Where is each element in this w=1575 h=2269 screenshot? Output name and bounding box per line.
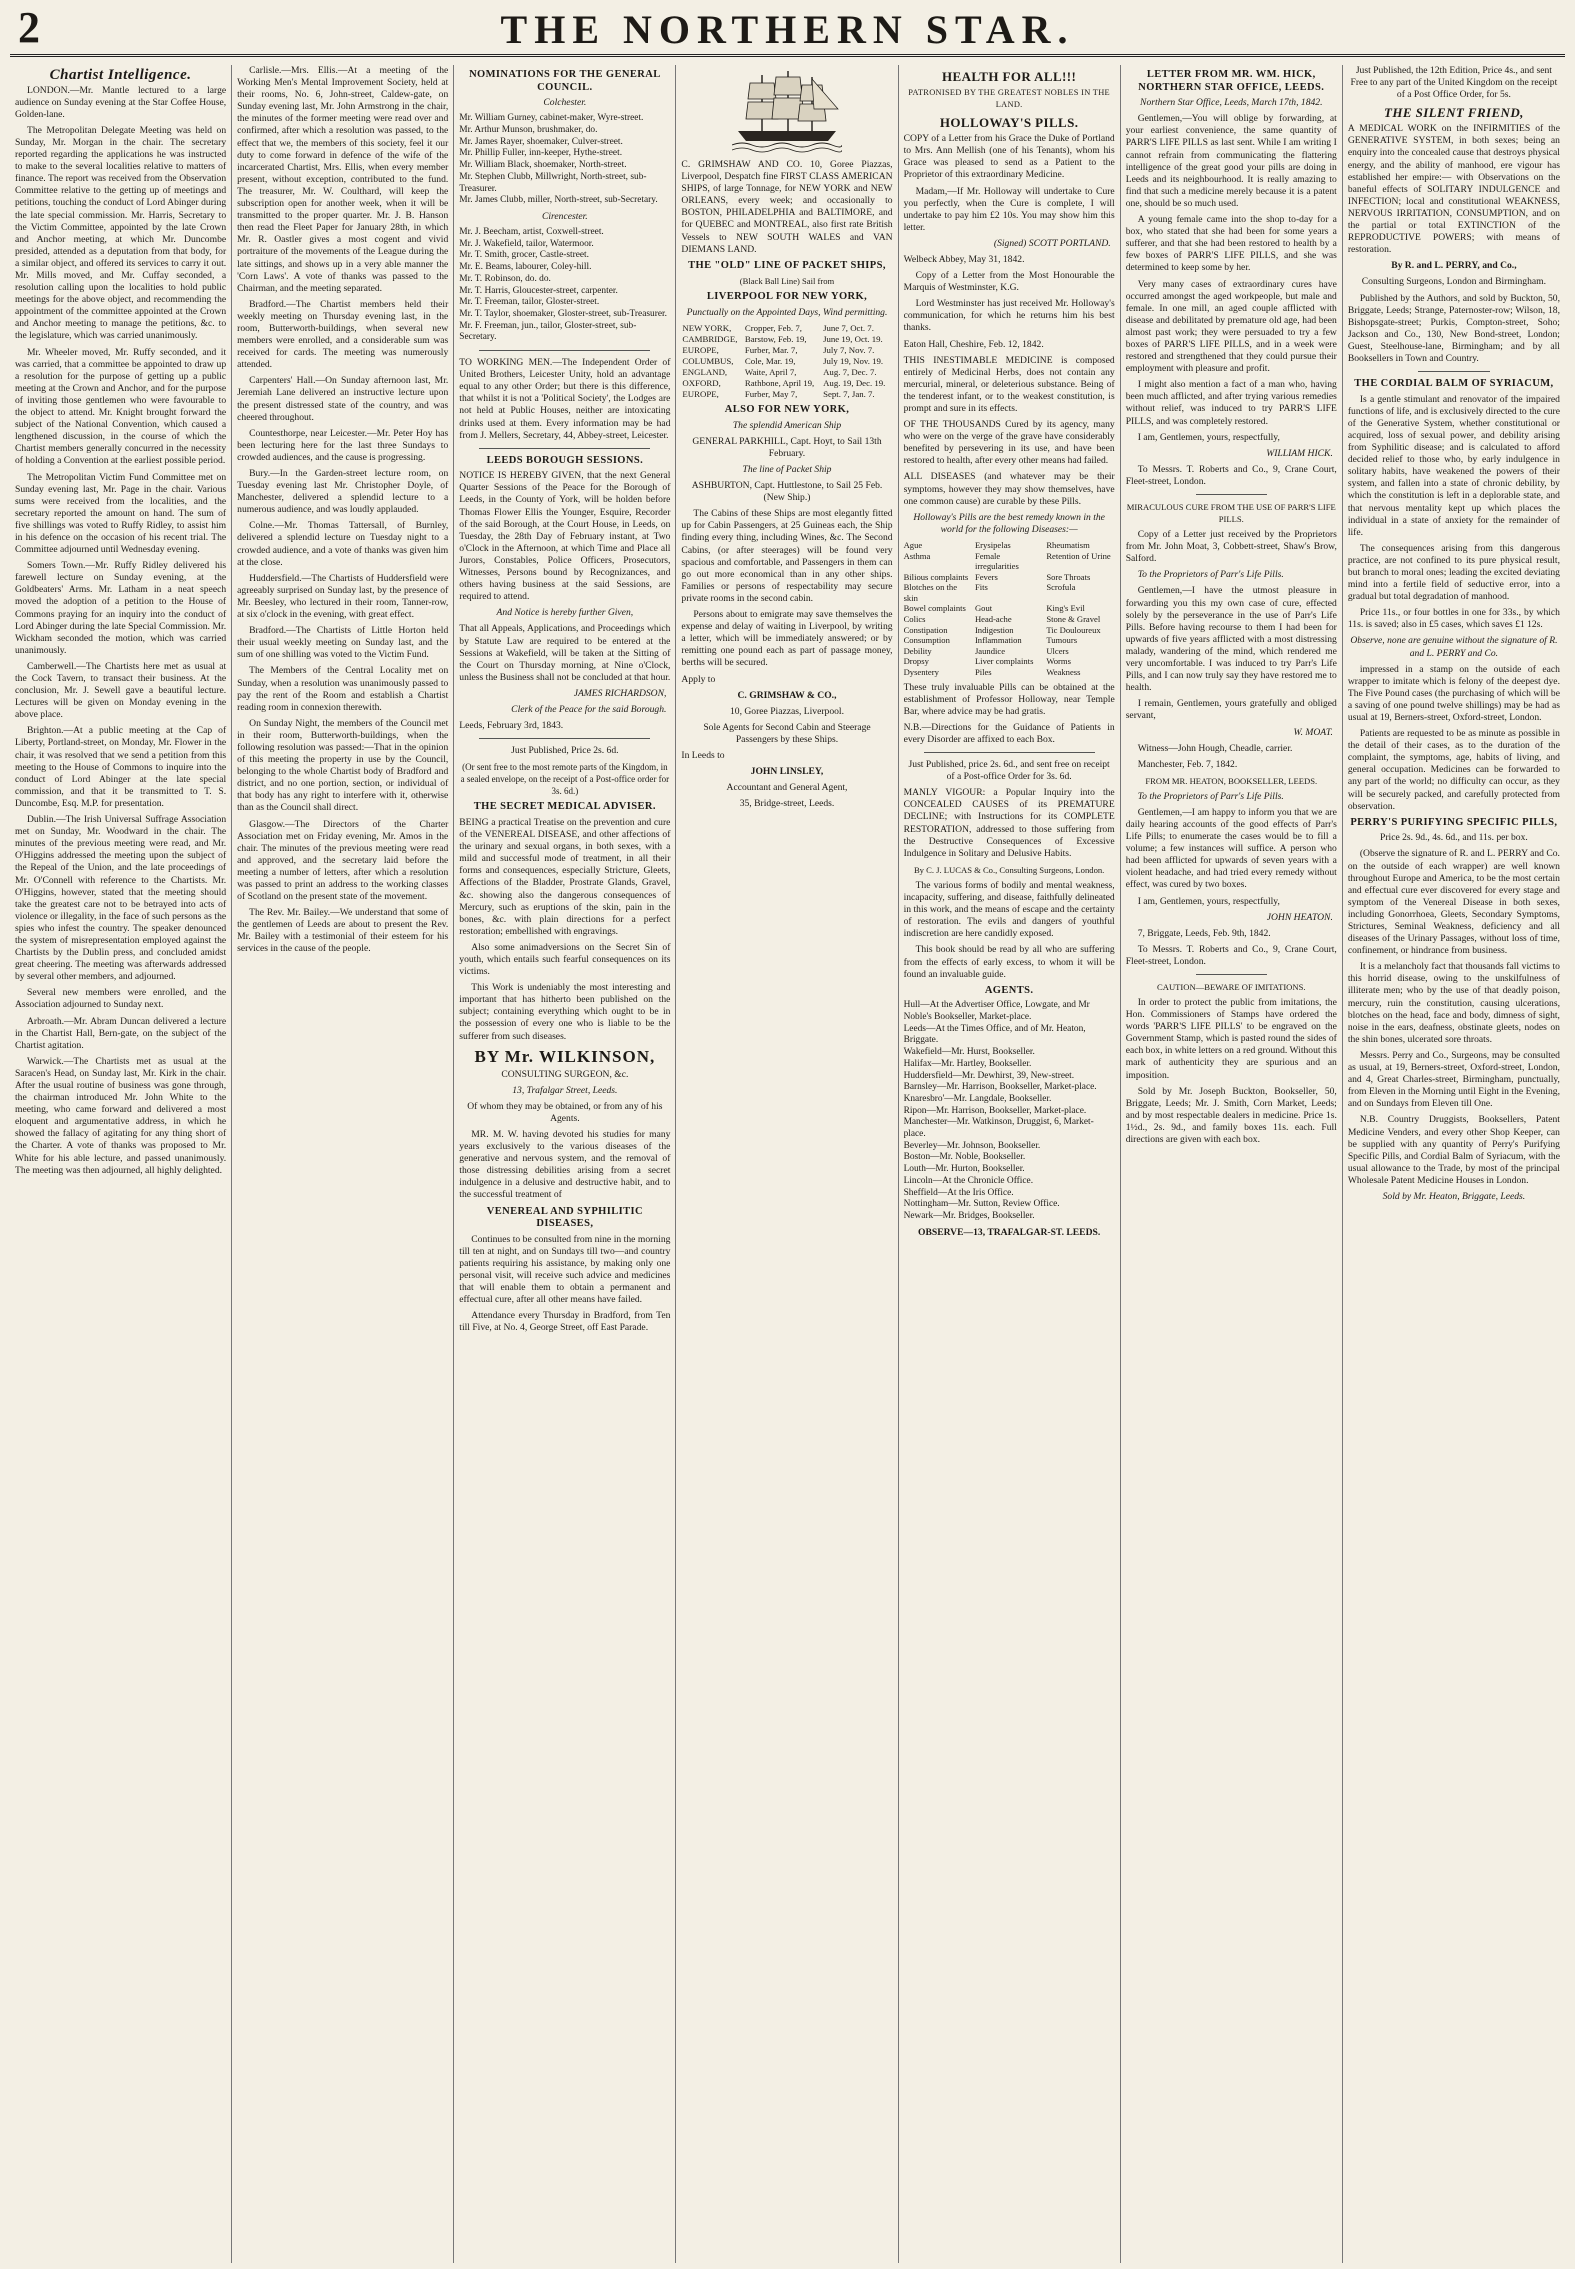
disorder-item: Sore Throats bbox=[1046, 571, 1091, 582]
hick-regards: I am, Gentlemen, yours, respectfully, bbox=[1137, 431, 1280, 443]
news-paragraph: Dublin.—The Irish Universal Suffrage Association met on Sunday, Mr. Woodward in the chair. The minutes of the previous meeting were read, and Mr. O'Higgins addressed the meeting upon the subject of the Repeal of the Union, and the late proceedings of Mr. O'Connell with reference to the Chartists. Mr. O'Higgins, however, stated that the meeting should take the greatest care not to be betrayed into acts of violence or illegality, in the face of such persons as the spies who infest the country. The speaker denounced the system of misrepresentation employed against the Chartists by the Dublin press, and concluded amidst great cheering. The meeting was afterwards addressed by several other members, and adjourned. bbox=[15, 814, 227, 983]
divider bbox=[479, 350, 650, 351]
agent-entry: Sheffield—At the Iris Office. bbox=[903, 1187, 1014, 1198]
disorder-item: Head-ache bbox=[974, 614, 1012, 625]
divider bbox=[1196, 494, 1267, 495]
sailing-cell: EUROPE, bbox=[682, 389, 719, 400]
sailing-ship-illustration bbox=[732, 69, 842, 155]
disorder-item: Dysentery bbox=[903, 667, 939, 678]
moat-signature: W. MOAT. bbox=[1293, 726, 1333, 738]
disorder-item: Ague bbox=[903, 539, 923, 550]
news-paragraph: Carpenters' Hall.—On Sunday afternoon last, Mr. Jeremiah Lane delivered an instructive lecture upon the present distressed state of the country, and was cheered throughout. bbox=[237, 375, 449, 423]
disorder-item: Bowel complaints bbox=[903, 603, 966, 614]
thousands-cured: OF THE THOUSANDS Cured by its agency, many who were on the verge of the grave have considerably benefited by persevering in its use, and have been restored to health, after every other means had failed. bbox=[903, 419, 1115, 467]
agent-entry: Barnsley—Mr. Harrison, Bookseller, Market-place. bbox=[903, 1082, 1097, 1093]
sailing-row bbox=[681, 367, 892, 378]
disorder-item: Blotches on the skin bbox=[903, 582, 958, 603]
news-paragraph: Warwick.—The Chartists met as usual at the Saracen's Head, on Sunday last, Mr. Kirk in the chair. After the usual routine of business was gone through, the chairman introduced Mr. John White to the meeting, who came forward and delivered a most eloquent and argumentative address, in which he showed the fallacy of agitating for any thing short of the Charter. A vote of thanks was proposed to Mr. White for his able lecture, and passed unanimously. The meeting was then adjourned, all highly delighted. bbox=[15, 1055, 227, 1176]
news-paragraph: The Rev. Mr. Bailey.—We understand that some of the gentlemen of Leeds are about to present the Rev. Mr. Bailey with a testimonial of their esteem for his services in the cause of the people. bbox=[237, 907, 449, 955]
sailing-cell: July 19, Nov. 19. bbox=[823, 356, 884, 367]
duke-letter-intro: COPY of a Letter from his Grace the Duke of Portland to Mrs. Ann Mellish (one of his Tenants), whom his Grace was pleased to send as a Patient to the Proprietor of this extraordinary Medicine. bbox=[903, 133, 1115, 181]
column-2 bbox=[232, 65, 454, 2263]
news-paragraph: LONDON.—Mr. Mantle lectured to a large audience on Sunday evening at the Star Coffee House, Golden-lane. bbox=[15, 84, 227, 120]
sailing-cell: Furber, Mar. 7, bbox=[744, 345, 798, 356]
agent-name: C. GRIMSHAW & CO., bbox=[737, 689, 837, 701]
author-name: BY Mr. WILKINSON, bbox=[474, 1046, 656, 1066]
disorder-item: Rheumatism bbox=[1046, 539, 1090, 550]
disorder-item: Stone & Gravel bbox=[1046, 614, 1101, 625]
agent-entry: Boston—Mr. Noble, Bookseller. bbox=[903, 1152, 1026, 1163]
ship-1: GENERAL PARKHILL, Capt. Hoyt, to Sail 13th February. bbox=[692, 435, 882, 459]
agent-entry: Knaresbro'—Mr. Langdale, Bookseller. bbox=[903, 1093, 1052, 1104]
leeds-agent-name: JOHN LINSLEY, bbox=[750, 766, 824, 778]
news-paragraph: On Sunday Night, the members of the Council met in their room, Butterworth-buildings, when the following resolution was passed:—That in the opinion of this meeting the property in use by the Council, belonging to the whole Chartist body of Bradford and district, and no one portion, section, or individual of that body has any right to interfere with it, otherwise than as the Council shall direct. bbox=[237, 717, 449, 814]
also-line: ALSO FOR NEW YORK, bbox=[724, 404, 850, 416]
shipping-agent-text: C. GRIMSHAW AND CO. 10, Goree Piazzas, Liverpool, Despatch fine FIRST CLASS AMERICAN SHIPS, of large Tonnage, for NEW YORK and NEW ORLEANS, every week; and occasionally to BOSTON, PHILADELPHIA and BALTIMORE, and for QUEBEC and MONTREAL, also first rate British Vessels to NEW SOUTH WALES and VAN DIEMANS LAND. bbox=[681, 159, 893, 255]
packet-text: The Cabins of these Ships are most elegantly fitted up for Cabin Passengers, at 25 Guineas each, the Ship finding every thing, including Wines, &c. The Second Cabins, (or after steerages) will be found very spacious and comfortable, and Passengers in them can go out more economical than in any other ships. Families or persons of respectability may secure private rooms in the second cabin. bbox=[681, 508, 893, 604]
apply-to: Apply to bbox=[681, 673, 716, 685]
marquis-letter-body: Lord Westminster has just received Mr. Holloway's communication, for which he returns him his best thanks. bbox=[903, 298, 1115, 334]
sailing-cell: Rathbone, April 19, bbox=[744, 378, 815, 389]
friend-authors: By R. and L. PERRY, and Co., bbox=[1391, 260, 1517, 272]
sailing-row bbox=[681, 334, 892, 345]
disorder-item: Worms bbox=[1046, 656, 1071, 667]
disorder-item: Constipation bbox=[903, 624, 948, 635]
adviser-text: BEING a practical Treatise on the prevention and cure of the VENEREAL DISEASE, and other affections of the urinary and sexual organs, in both sexes, with a mild and successful mode of treatment, in all their forms and consequences, especially Stricture, Gleets, Affections of the Bladder, Prostrate Glands, Gravel, &c. showing also the dangerous consequences of Mercury, such as eruptions of the skin, pain in the bones, &c. with plain directions for a perfect restoration; embellished with engravings. bbox=[459, 816, 671, 937]
sessions-notice: NOTICE IS HEREBY GIVEN, that the next General Quarter Sessions of the Peace for the Borough of Leeds, in the County of York, will be holden before Thomas Flower Ellis the Younger, Esquire, Recorder of the said Borough, at the Court House, in Leeds, on Tuesday, the 28th Day of February instant, at Two o'Clock in the Afternoon, at which Time and Place all Jurors, Constables, Police Officers, Prosecutors, Witnesses, Persons bound by Recognizances, and others having business at the said Sessions, are required to attend. bbox=[459, 470, 671, 603]
agent-entry: Ripon—Mr. Harrison, Bookseller, Market-place. bbox=[903, 1105, 1087, 1116]
nominee-entry: Mr. William Gurney, cabinet-maker, Wyre-street. bbox=[459, 113, 644, 124]
news-paragraph: Somers Town.—Mr. Ruffy Ridley delivered his farewell lecture on Sunday evening, at the Goldbeaters' Arms. Mr. Latham in a neat speech moved the adoption of a petition to the House of Commons praying for an inquiry into the conduct of Lord Abinger during the late Special Commission. Mr. Wickham seconded the motion, which was carried unanimously. bbox=[15, 560, 227, 656]
health-heading: HEALTH FOR ALL!!! bbox=[942, 69, 1077, 84]
heaton-regards: I am, Gentlemen, yours, respectfully, bbox=[1137, 895, 1280, 907]
nominee-entry: Mr. Arthur Munson, brushmaker, do. bbox=[459, 124, 598, 135]
newspaper-title: THE NORTHERN STAR. bbox=[500, 7, 1075, 52]
manly-price: Just Published, price 2s. 6d., and sent free on receipt of a Post-office Order for 3s. 6d. bbox=[908, 759, 1110, 783]
hick-signature: WILLIAM HICK. bbox=[1266, 447, 1333, 459]
agent-entry: Louth—Mr. Hurton, Bookseller. bbox=[903, 1164, 1025, 1175]
sessions-signature: JAMES RICHARDSON, bbox=[573, 687, 667, 699]
moat-intro: Copy of a Letter just received by the Proprietors from Mr. John Moat, 3, Cobbett-street, Shaw's Brow, Salford. bbox=[1125, 529, 1337, 565]
sailing-cell: June 19, Oct. 19. bbox=[823, 334, 883, 345]
leeds-agent-title: Accountant and General Agent, bbox=[726, 782, 848, 794]
disorder-item: Fits bbox=[974, 582, 988, 593]
disorder-item: Jaundice bbox=[974, 645, 1006, 656]
manly-text-2: This book should be read by all who are suffering from the effects of early excess, to whom it will be found an invaluable guide. bbox=[903, 944, 1115, 980]
agent-entry: Wakefield—Mr. Hurst, Bookseller. bbox=[903, 1047, 1035, 1058]
sailing-cell: Aug. 19, Dec. 19. bbox=[823, 378, 886, 389]
masthead bbox=[10, 3, 1565, 57]
news-paragraph: Several new members were enrolled, and the Association adjourned to Sunday next. bbox=[15, 987, 227, 1011]
nominee-entry: Mr. T. Taylor, shoemaker, Gloster-street, sub-Treasurer. bbox=[459, 308, 667, 319]
column-1 bbox=[10, 65, 232, 2263]
sessions-notice-2: That all Appeals, Applications, and Proceedings which by Statute Law are required to be entered at the Sessions at Wakefield, will be taken at the Sitting of the Court on Thursday morning, at Nine o'Clock, unless the Business shall not be concluded at that hour. bbox=[459, 623, 671, 683]
sold-at: These truly invaluable Pills can be obtained at the establishment of Professor Holloway, near Temple Bar, where advice may be had gratis. bbox=[903, 681, 1115, 717]
sold-by: Sold by Mr. Heaton, Briggate, Leeds. bbox=[1382, 1190, 1526, 1202]
chartist-reports bbox=[15, 85, 226, 1177]
agent-entry: Newark—Mr. Bridges, Bookseller. bbox=[903, 1210, 1035, 1221]
sailing-cell: Barstow, Feb. 19, bbox=[744, 334, 807, 345]
packet-text-2: Persons about to emigrate may save themselves the expense and delay of waiting in Liverpool, by writing a letter, which will be immediately answered; or by remitting one pound each as part of passage money, berths will be secured. bbox=[681, 609, 893, 669]
hick-letter-4: I might also mention a fact of a man who, having been much afflicted, and after trying various remedies without relief, was induced to try PARR'S LIFE PILLS, and was completely restored. bbox=[1125, 379, 1337, 427]
disorder-item: Dropsy bbox=[903, 656, 929, 667]
agent-entry: Hull—At the Advertiser Office, Lowgate, and Mr Noble's Bookseller, Market-place. bbox=[903, 1000, 1090, 1022]
disorder-item: Indigestion bbox=[974, 624, 1014, 635]
friend-price: Just Published, the 12th Edition, Price 4s., and sent Free to any part of the United Kingdom on the receipt of a Post Office Order, for 5s. bbox=[1350, 65, 1558, 101]
agent-entry: Beverley—Mr. Johnson, Bookseller. bbox=[903, 1140, 1041, 1151]
disorder-item: Consumption bbox=[903, 635, 950, 646]
agent-address: 10, Goree Piazzas, Liverpool. bbox=[729, 705, 844, 717]
heaton-signature: JOHN HEATON. bbox=[1266, 911, 1333, 923]
manly-heading: MANLY VIGOUR: a Popular Inquiry into the CONCEALED CAUSES of its PREMATURE DECLINE; with Instructions for its COMPLETE RESTORATION, addressed to those suffering from the Destructive Consequences of Excessive Indulgence in Solitary and Delusive Habits. bbox=[903, 787, 1115, 859]
sailing-cell: CAMBRIDGE, bbox=[682, 334, 738, 345]
hick-letter-3: Very many cases of extraordinary cures have occurred amongst the aged workpeople, but male and female. In one mill, an aged couple afflicted with disease and debilitated by premature old age, had been almost past work; they were persuaded to try a few boxes of PARR'S LIFE PILLS, and in a week were restored and strengthened that they could pursue their employment with pleasure and profit. bbox=[1125, 278, 1337, 375]
nominee-entry: Mr. J. Wakefield, tailor, Watermoor. bbox=[459, 238, 594, 249]
packet-line-label: The line of Packet Ship bbox=[742, 464, 832, 475]
specific-heading: PERRY'S PURIFYING SPECIFIC PILLS, bbox=[1350, 816, 1558, 828]
friend-heading: THE SILENT FRIEND, bbox=[1384, 105, 1524, 121]
moat-witness: Witness—John Hough, Cheadle, carrier. bbox=[1137, 742, 1293, 754]
stamp-text: impressed in a stamp on the outside of each wrapper to imitate which is felony of the deepest dye. The Five Pound cases (the purchasing of which will be a saving of one pound twelve shillings) may be had as usual at 19, Berners-street, Oxford-street, London. bbox=[1347, 663, 1560, 723]
sailing-cell: Cropper, Feb. 7, bbox=[744, 323, 802, 334]
sessions-note: And Notice is hereby further Given, bbox=[496, 607, 634, 619]
sailing-row bbox=[681, 389, 892, 400]
news-paragraph: Bury.—In the Garden-street lecture room, on Tuesday evening last Mr. Christopher Doyle, of Manchester, delivered a splendid lecture to a numerous audience, and was loudly applauded. bbox=[237, 468, 449, 516]
heaton-heading: FROM MR. HEATON, BOOKSELLER, LEEDS. bbox=[1145, 775, 1318, 786]
disorder-item: King's Evil bbox=[1046, 603, 1085, 614]
hick-letter-2: A young female came into the shop to-day for a box, who stated that she had been for some years a sufferer, and that she had been restored to health by a few boxes of PARR'S LIFE PILLS, and she was determined to keep some by her. bbox=[1125, 214, 1337, 274]
disorder-item: Asthma bbox=[903, 550, 931, 561]
disorder-item: Ulcers bbox=[1046, 645, 1069, 656]
nominee-entry: Mr. T. Harris, Gloucester-street, carpenter. bbox=[459, 285, 618, 296]
sailings-table bbox=[681, 323, 892, 400]
sailing-cell: June 7, Oct. 7. bbox=[823, 323, 874, 334]
sold-by: Sold by Mr. Joseph Buckton, Bookseller, 50, Briggate, Leeds; Mr. J. Smith, Corn Market, Leeds; and by most respectable dealers in medicine. Price 1s. 1½d., 2s. 9d., and family boxes 11s. each. Full directions are given with each box. bbox=[1125, 1085, 1337, 1146]
agent-entry: Lincoln—At the Chronicle Office. bbox=[903, 1175, 1034, 1186]
medicine-description: THIS INESTIMABLE MEDICINE is composed entirely of Medicinal Herbs, does not contain any mercurial, mineral, or deleterious substance. Being of the tenderest infant, or to the weakest constitution, is prompt and sure in its effects. bbox=[903, 354, 1115, 414]
hick-letter: Gentlemen,—You will oblige by forwarding, at your earliest convenience, the same quantity of PARR'S LIFE PILLS as last sent. While I am writing I cannot refrain from communicating the flattering intelligence of the great good your pills are doing in Leeds and its neighbourhood. It is really amazing to find that such a medicine merely because it is a patent one, should be so much used. bbox=[1125, 113, 1337, 209]
moat-addressee: To the Proprietors of Parr's Life Pills. bbox=[1137, 569, 1284, 581]
moat-letter: Gentlemen,—I have the utmost pleasure in forwarding you this my own case of cure, effected solely by the perseverance in the use of Parr's Life Pills. Before having recourse to them I had been for upwards of five years afflicted with a most distressing malady, wandering of the mind, which rendered me very uncomfortable. I was induced to try Parr's Life Pills, and I can now truly say they have restored me to health. bbox=[1125, 585, 1337, 694]
cirencester-nominees bbox=[459, 227, 670, 344]
duke-letter-place: Welbeck Abbey, May 31, 1842. bbox=[903, 253, 1025, 265]
agents-list bbox=[904, 1000, 1115, 1222]
directions-note: N.B.—Directions for the Guidance of Patients in every Disorder are affixed to each Box. bbox=[903, 721, 1115, 745]
consult-text: Messrs. Perry and Co., Surgeons, may be consulted as usual, at 19, Berners-street, Oxford-street, London, and 4, Great Charles-street, Birmingham, punctually, from Eleven in the Morning until Eight in the Evening, and on Sundays from Eleven till One. bbox=[1347, 1049, 1560, 1110]
manly-text: The various forms of bodily and mental weakness, incapacity, suffering, and disease, faithfully delineated in this work, and the means of escape and the certainty of restoration. The evils and dangers of youthful indiscretion are here candidly exposed. bbox=[903, 879, 1115, 940]
sailing-cell: ENGLAND, bbox=[682, 367, 728, 378]
news-paragraph: Countesthorpe, near Leicester.—Mr. Peter Hoy has been lecturing here for the last three Sundays to crowded audiences, and the cause is progressing. bbox=[237, 427, 449, 463]
agent-entry: Huddersfield—Mr. Dewhirst, 39, New-street. bbox=[903, 1070, 1075, 1081]
author-address: 13, Trafalgar Street, Leeds. bbox=[512, 1084, 618, 1096]
sailing-cell: COLUMBUS, bbox=[682, 356, 734, 367]
nominee-entry: Mr. T. Robinson, do. do. bbox=[459, 273, 551, 284]
packet-heading: THE "OLD" LINE OF PACKET SHIPS, bbox=[688, 259, 886, 271]
friend-text-2: Published by the Authors, and sold by Buckton, 50, Briggate, Leeds; Strange, Paternoster-row; Wilson, 18, Bishopsgate-street; Purkis, Compton-street, Soho; Jackson and Co., 130, New Bond-street, London; Guest, Steelhouse-lane, Birmingham; and by all Booksellers in Town and Country. bbox=[1347, 292, 1560, 364]
agent-entry: Nottingham—Mr. Sutton, Review Office. bbox=[903, 1199, 1060, 1210]
moat-date: Manchester, Feb. 7, 1842. bbox=[1137, 758, 1238, 770]
disorder-item: Debility bbox=[903, 645, 932, 656]
sailing-cell: Cole, Mar. 19, bbox=[744, 356, 796, 367]
news-paragraph: Mr. Wheeler moved, Mr. Ruffy seconded, and it was carried, that a committee be appointed to draw up a resolution for the purpose of getting up a public meeting at the Crown and Anchor, and for the purpose of inviting those gentlemen who were favourable to the object to attend. Mr. Knight brought forward the subject of the National Convention, which caused a lengthened discussion, in the course of which the Chartist members generally concurred in the necessity of holding a Convention at the earliest possible period. bbox=[15, 346, 227, 467]
chartist-reports-continued bbox=[237, 65, 448, 956]
sailing-cell: Furber, May 7, bbox=[744, 389, 798, 400]
all-diseases: ALL DISEASES (and whatever may be their symptoms, however they may show themselves, have one common cause) are curable by these Pills. bbox=[903, 471, 1115, 507]
disorder-item: Bilious complaints bbox=[903, 571, 969, 582]
miraculous-heading: MIRACULOUS CURE FROM THE USE OF PARR'S LIFE PILLS. bbox=[1126, 501, 1336, 524]
adviser-price: Just Published, Price 2s. 6d. bbox=[511, 744, 619, 756]
agent-entry: Leeds—At the Times Office, and of Mr. Heaton, Briggate. bbox=[903, 1023, 1086, 1046]
nominee-entry: Mr. F. Freeman, jun., tailor, Gloster-street, sub-Secretary. bbox=[459, 320, 637, 343]
wilkinson-text: MR. M. W. having devoted his studies for many years exclusively to the various diseases of the generative and nervous system, and the removal of those distressing debilities arising from a secret indulgence in a delusive and destructive habit, and to the successful treatment of bbox=[459, 1129, 671, 1201]
duke-signature: (Signed) SCOTT PORTLAND. bbox=[993, 237, 1111, 249]
stamp-heading: Observe, none are genuine without the signature of R. and L. PERRY and Co. bbox=[1350, 635, 1558, 659]
sessions-heading: LEEDS BOROUGH SESSIONS. bbox=[486, 454, 644, 466]
disorder-item: Weakness bbox=[1046, 667, 1081, 678]
colchester-label: Colchester. bbox=[543, 97, 587, 109]
specific-price: Price 2s. 9d., 4s. 6d., and 11s. per box. bbox=[1380, 832, 1528, 844]
balm-text: Is a gentle stimulant and renovator of the impaired functions of life, and is exclusively directed to the cure of the Generative System, whether constitutional or acquired, loss of sexual power, and debility arising from Syphilitic disease; and is calculated to afford decided relief to those who, by early indulgence in solitary habits, have weakened the powers of their system, and fallen into a state of chronic debility, by which the constitution is left in a deplorable state, and that nervous mentality kept up which places the individual in a state of anxiety for the remainder of life. bbox=[1347, 393, 1560, 538]
nominee-entry: Mr. J. Beecham, artist, Coxwell-street. bbox=[459, 227, 604, 237]
hick-place: Northern Star Office, Leeds, March 17th, 1842. bbox=[1140, 97, 1323, 109]
agent-entry: Halifax—Mr. Hartley, Bookseller. bbox=[903, 1058, 1032, 1069]
nominee-entry: Mr. James Clubb, miller, North-street, sub-Secretary. bbox=[459, 195, 658, 206]
trade-note: N.B. Country Druggists, Booksellers, Patent Medicine Venders, and every other Shop Keeper, can be supplied with any quantity of Perry's Purifying Specific Pills, and Cordial Balm of Syriacum, with the usual allowance to the Trade, by most of the principal Wholesale Patent Medicine Houses in London. bbox=[1347, 1114, 1560, 1186]
sailing-cell: OXFORD, bbox=[682, 378, 721, 389]
column-5 bbox=[899, 65, 1121, 2263]
hick-addressee: To Messrs. T. Roberts and Co., 9, Crane Court, Fleet-street, London. bbox=[1125, 463, 1337, 487]
news-paragraph: Glasgow.—The Directors of the Charter Association met on Friday evening, Mr. Amos in the chair. The minutes of the previous meeting were read and approved, and the secretary laid before the meeting a number of letters, after which a resolution was passed to print an address to the working classes of Scotland on the present state of the movement. bbox=[237, 818, 449, 903]
nominee-entry: Mr. T. Freeman, tailor, Gloster-street. bbox=[459, 297, 600, 308]
news-paragraph: Huddersfield.—The Chartists of Huddersfield were agreeably surprised on Sunday last, by the presence of Mr. Beesley, who lectured in their room, Tanner-row, at six o'clock in the evening, with great effect. bbox=[237, 572, 449, 621]
sailing-cell: EUROPE, bbox=[682, 345, 719, 356]
news-paragraph: Camberwell.—The Chartists here met as usual at the Cock Tavern, to transact their business. At the conclusion, Mr. J. Sewell gave a beautiful lecture. Lectures will be given on Monday evening in the above place. bbox=[15, 660, 227, 721]
sailing-cell: NEW YORK, bbox=[682, 323, 732, 334]
divider bbox=[1196, 974, 1267, 975]
sessions-date: Leeds, February 3rd, 1843. bbox=[459, 719, 564, 731]
column-4 bbox=[676, 65, 898, 2263]
colchester-nominees bbox=[459, 113, 670, 207]
friend-text: A MEDICAL WORK on the INFIRMITIES of the GENERATIVE SYSTEM, in both sexes; being an enquiry into the concealed cause that destroys physical energy, and the ability of manhood, ere vigour has established her empire:— with Observations on the baneful effects of SOLITARY INDULGENCE and INFECTION; local and constitutional WEAKNESS, NERVOUS IRRITATION, CONSUMPTION, and on the partial or total EXTINCTION of the REPRODUCTIVE POWERS; with means of restoration. bbox=[1347, 123, 1560, 256]
news-paragraph: The Members of the Central Locality met on Sunday, when a resolution was unanimously passed to pay the rent of the Room and establish a Chartist reading room in connexion therewith. bbox=[237, 665, 449, 713]
author-note: Of whom they may be obtained, or from any of his Agents. bbox=[467, 1100, 663, 1124]
specific-text-2: It is a melancholy fact that thousands fall victims to this horrid disease, owing to the unskilfulness of illiterate men; who by the use of that deadly poison, mercury, ruin the constitution, causing ulcerations, blotches on the head, face and body, dimness of sight, noise in the ears, deafness, obstinate gleets, nodes on the shin bones, ulcerated sore throats. bbox=[1347, 961, 1560, 1045]
wilkinson-text-3: Attendance every Thursday in Bradford, from Ten till Five, at No. 4, George Street, off East Parade. bbox=[459, 1310, 671, 1334]
marquis-letter-place: Eaton Hall, Cheshire, Feb. 12, 1842. bbox=[903, 338, 1044, 350]
divider bbox=[1418, 371, 1490, 372]
hick-heading: LETTER FROM MR. WM. HICK, NORTHERN STAR OFFICE, LEEDS. bbox=[1138, 69, 1325, 93]
disorder-item: Erysipelas bbox=[974, 539, 1011, 550]
friend-authors-title: Consulting Surgeons, London and Birmingham. bbox=[1361, 276, 1547, 288]
packet-schedule-note: Punctually on the Appointed Days, Wind permitting. bbox=[686, 307, 888, 319]
nominee-entry: Mr. James Rayer, shoemaker, Culver-street. bbox=[459, 136, 623, 147]
working-men-notice: TO WORKING MEN.—The Independent Order of United Brothers, Leicester Unity, hold an advantage equal to any other Order; but there is this difference, that whilst it is not a 'Political Society', the Lodges are not held at Public Houses, neither are intoxicating drinks used at them. Every information may be had from J. Mellers, Secretary, 44, Abbey-street, Leicester. bbox=[459, 357, 671, 441]
caution-heading: CAUTION—BEWARE OF IMITATIONS. bbox=[1157, 981, 1306, 992]
agent-entry: Manchester—Mr. Watkinson, Druggist, 6, Market-place. bbox=[903, 1117, 1094, 1140]
nominee-entry: Mr. Stephen Clubb, Millwright, North-street, sub-Treasurer. bbox=[459, 171, 647, 194]
adviser-heading: THE SECRET MEDICAL ADVISER. bbox=[473, 801, 656, 813]
heaton-addressee: To the Proprietors of Parr's Life Pills. bbox=[1137, 790, 1284, 802]
adviser-note: (Or sent free to the most remote parts of the Kingdom, in a sealed envelope, on the receipt of a Post-office order for 3s. 6d.) bbox=[460, 762, 670, 797]
sailing-row bbox=[681, 323, 892, 334]
heaton-addressee-2: To Messrs. T. Roberts and Co., 9, Crane Court, Fleet-street, London. bbox=[1125, 943, 1337, 967]
page-number: 2 bbox=[18, 3, 40, 52]
news-paragraph: Carlisle.—Mrs. Ellis.—At a meeting of the Working Men's Mental Improvement Society, held at their rooms, No. 6, John-street, Caldew-gate, on Sunday evening last, Mr. John Armstrong in the chair, the minutes of the former meeting were read over and confirmed, after which a resolution was passed, to the effect that we, the members of this society, feel it our duty to come forward in defence of the wife of the incarcerated Chartist, Mrs. Ellis, when every member present, without exception, contributed to the fund. The treasurer, Mr. W. Coulthard, will keep the subscription open for another week, when it will be transmitted to the proper quarter. Mr. J. B. Hanson then read the Fleet Paper for January 28th, in which Mr. R. Oastler gives a most cogent and vivid portraiture of the movements of the League during the late sittings, and shows up in a very able manner the 'Corn Laws'. A vote of thanks was passed to the Chairman, and the meeting separated. bbox=[237, 65, 449, 294]
wilkinson-text-2: Continues to be consulted from nine in the morning till ten at night, and on Sundays till two—and country patients requiring his assistance, by making only one personal visit, will receive such advice and medicines that will enable them to obtain a permanent and effectual cure, after all other means have failed. bbox=[459, 1233, 671, 1306]
sailing-cell: Aug. 7, Dec. 7. bbox=[823, 367, 877, 378]
balm-heading: THE CORDIAL BALM OF SYRIACUM, bbox=[1354, 378, 1554, 390]
columns bbox=[10, 65, 1565, 2263]
news-paragraph: Brighton.—At a public meeting at the Cap of Liberty, Portland-street, on Monday, Mr. Flower in the chair, it was resolved that we send a petition from this meeting to the House of Commons to inquire into the conduct of Lord Abinger at the late special commission, and that it be transmitted to T. S. Duncombe, Esq. M.P. for presentation. bbox=[15, 725, 227, 809]
agents-note: Sole Agents for Second Cabin and Steerage Passengers by these Ships. bbox=[703, 721, 871, 745]
news-paragraph: Arbroath.—Mr. Abram Duncan delivered a lecture in the Chartist Hall, Bern-gate, on the subject of the Chartist agitation. bbox=[15, 1015, 227, 1051]
news-paragraph: Bradford.—The Chartists of Little Horton held their usual weekly meeting on Sunday last, and the sum of one shilling was voted to the Victim Fund. bbox=[237, 625, 449, 661]
divider bbox=[479, 448, 650, 449]
specific-text: (Observe the signature of R. and L. PERRY and Co. on the outside of each wrapper) are well known throughout Europe and America, to be the most certain and effectual cure ever discovered for every stage and symptom of the Venereal Disease in both sexes, including Gonorrhoea, Gleets, Secondary Symptoms, Strictures, Seminal Weakness, deficiency and all diseases of the Urinary Passages, without loss of time, confinement, or hindrance from business. bbox=[1347, 848, 1560, 957]
adviser-text-2: Also some animadversions on the Secret Sin of youth, which entails such fearful consequences on its victims. bbox=[459, 941, 671, 978]
ship-2: ASHBURTON, Capt. Huttlestone, to Sail 25 Feb. (New Ship.) bbox=[691, 480, 883, 504]
nominations-heading: NOMINATIONS FOR THE GENERAL COUNCIL. bbox=[469, 69, 661, 93]
pills-heading: HOLLOWAY'S PILLS. bbox=[939, 115, 1079, 131]
news-paragraph: Bradford.—The Chartist members held their weekly meeting on Thursday evening last, in the room, Butterworth-buildings, when several new members were enrolled, and a considerable sum was received for cards. The meeting was numerously attended. bbox=[237, 298, 449, 371]
news-paragraph: The Metropolitan Delegate Meeting was held on Sunday, Mr. Morgan in the chair. The secretary reported regarding the applications he was instructed to make to the several localities relative to matters of finance. The report was received from the Observation Committee relative to the getting up of meetings and petitions, touching the conduct of Lord Abinger during the late special commission. Mr. Harris, Secretary to the Victim Committee, appointed by the late Crown and Anchor meeting, at which Mr. Duncombe presided, attended as a deputation from that body, for a similar object, and offered its services to carry it out. Mr. Mills moved, and Mr. Cuffay seconded, a resolution calling upon the localities to hold public meetings for the above object, and recommending the appointment of the committee appointed at the Crown and Anchor meeting to manage the petitions, &c. to the legislature, which was carried unanimously. bbox=[15, 124, 227, 342]
column-7 bbox=[1343, 65, 1565, 2263]
sailing-row bbox=[681, 378, 892, 389]
sailing-row bbox=[681, 356, 892, 367]
duke-letter-body: Madam,—If Mr. Holloway will undertake to Cure you perfectly, when the Cure is complete, I will undertake to pay him £2 10s. You may show him this letter. bbox=[903, 185, 1115, 233]
patronage-line: PATRONISED BY THE GREATEST NOBLES IN THE LAND. bbox=[908, 88, 1110, 110]
observe-line: OBSERVE—13, TRAFALGAR-ST. LEEDS. bbox=[918, 1226, 1101, 1238]
disorder-item: Piles bbox=[974, 667, 992, 678]
column-6 bbox=[1121, 65, 1343, 2263]
disorder-item: Retention of Urine bbox=[1046, 550, 1111, 561]
sailing-cell: Waite, April 7, bbox=[744, 367, 797, 378]
disorder-item: Fevers bbox=[974, 571, 998, 582]
section-heading: Chartist Intelligence. bbox=[49, 67, 192, 83]
marquis-letter-intro: Copy of a Letter from the Most Honourable the Marquis of Westminster, K.G. bbox=[903, 270, 1115, 294]
disorder-item: Liver complaints bbox=[974, 656, 1034, 667]
diseases-heading: VENEREAL AND SYPHILITIC DISEASES, bbox=[486, 1205, 643, 1230]
cirencester-label: Cirencester. bbox=[541, 210, 588, 222]
adviser-text-3: This Work is undeniably the most interesting and important that has hitherto been published on the subject; containing everything which ought to be in the possession of every one who is liable to be the sufferer from such diseases. bbox=[459, 982, 671, 1042]
news-paragraph: The Metropolitan Victim Fund Committee met on Sunday evening last, Mr. Page in the chair. Various sums were received from the localities, and the secretary reported the amount on hand. The sum of five shillings was voted to Ruffy Ridley, to assist him in his defence on the occasion of his recent trial. The Committee adjourned until Wednesday evening. bbox=[15, 471, 227, 556]
disorder-item: Gout bbox=[974, 603, 993, 614]
disorder-item: Tumours bbox=[1046, 635, 1078, 646]
heaton-place: 7, Briggate, Leeds, Feb. 9th, 1842. bbox=[1137, 927, 1271, 939]
disorder-item: Scrofula bbox=[1046, 582, 1076, 593]
sessions-signature-title: Clerk of the Peace for the said Borough. bbox=[511, 703, 667, 715]
nominee-entry: Mr. E. Beams, labourer, Coley-hill. bbox=[459, 262, 592, 273]
leeds-agent-address: 35, Bridge-street, Leeds. bbox=[739, 798, 835, 810]
nominee-entry: Mr. T. Smith, grocer, Castle-street. bbox=[459, 250, 589, 261]
caution-text: In order to protect the public from imitations, the Hon. Commissioners of Stamps have ordered the words 'PARR'S LIFE PILLS' to be engraved on the Government Stamp, which is pasted round the sides of each box, in white letters on a red ground. Without this mark of authenticity they are spurious and an imposition. bbox=[1125, 997, 1337, 1081]
sailing-row bbox=[681, 345, 892, 356]
agents-heading: AGENTS. bbox=[984, 984, 1034, 996]
packet-subheading: (Black Ball Line) Sail from bbox=[739, 276, 835, 287]
sailing-cell: Sept. 7, Jan. 7. bbox=[823, 389, 875, 400]
heaton-letter: Gentlemen,—I am happy to inform you that we are daily hearing accounts of the good effects of Parr's Life Pills; to enumerate the cases would be to fill a volume; a few instances will suffice. A person who had been afflicted for upwards of seven years with a violent headache, and had tried every remedy without effect, was cured by two boxes. bbox=[1125, 806, 1337, 891]
disorders-heading: Holloway's Pills are the best remedy known in the world for the following Diseases:— bbox=[913, 511, 1105, 535]
news-paragraph: Colne.—Mr. Thomas Tattersall, of Burnley, delivered a splendid lecture on Tuesday night to a crowded audience, and a vote of thanks was given him at the close. bbox=[237, 520, 449, 568]
balm-text-3: Price 11s., or four bottles in one for 33s., by which 11s. is saved; also in £5 cases, which saves £1 12s. bbox=[1347, 607, 1560, 631]
column-3 bbox=[454, 65, 676, 2263]
disorder-item: Tic Douloureux bbox=[1046, 624, 1101, 635]
manly-authors: By C. J. LUCAS & Co., Consulting Surgeons, London. bbox=[913, 864, 1105, 875]
sailing-cell: July 7, Nov. 7. bbox=[823, 345, 875, 356]
divider bbox=[479, 738, 650, 739]
leeds-agent-prefix: In Leeds to bbox=[681, 749, 725, 761]
disorder-item: Female irregularities bbox=[974, 550, 1019, 572]
divider bbox=[924, 752, 1095, 753]
disorder-item: Inflammation bbox=[974, 635, 1022, 646]
packet-destination: LIVERPOOL FOR NEW YORK, bbox=[706, 291, 868, 303]
moat-regards: I remain, Gentlemen, yours gratefully and obliged servant, bbox=[1125, 698, 1337, 722]
patients-text: Patients are requested to be as minute as possible in the detail of their cases, as to the duration of the complaint, the symptoms, age, habits of living, and general occupation. Medicines can be forwarded to any part of the world; no difficulty can occur, as they will be securely packed, and carefully protected from observation. bbox=[1347, 728, 1560, 812]
balm-text-2: The consequences arising from this dangerous practice, are not confined to its pure physical result, but branch to moral ones; leading the excited deviating mind into a fertile field of seductive error, into a gradual but total degradation of manhood. bbox=[1347, 542, 1560, 603]
disorders-list bbox=[904, 540, 1115, 678]
disorder-item: Colics bbox=[903, 614, 926, 625]
author-title: CONSULTING SURGEON, &c. bbox=[501, 1068, 629, 1080]
nominee-entry: Mr. William Black, shoemaker, North-street. bbox=[459, 160, 627, 171]
nominee-entry: Mr. Phillip Fuller, inn-keeper, Hythe-street. bbox=[459, 148, 623, 159]
splendid-ship-label: The splendid American Ship bbox=[732, 419, 842, 431]
